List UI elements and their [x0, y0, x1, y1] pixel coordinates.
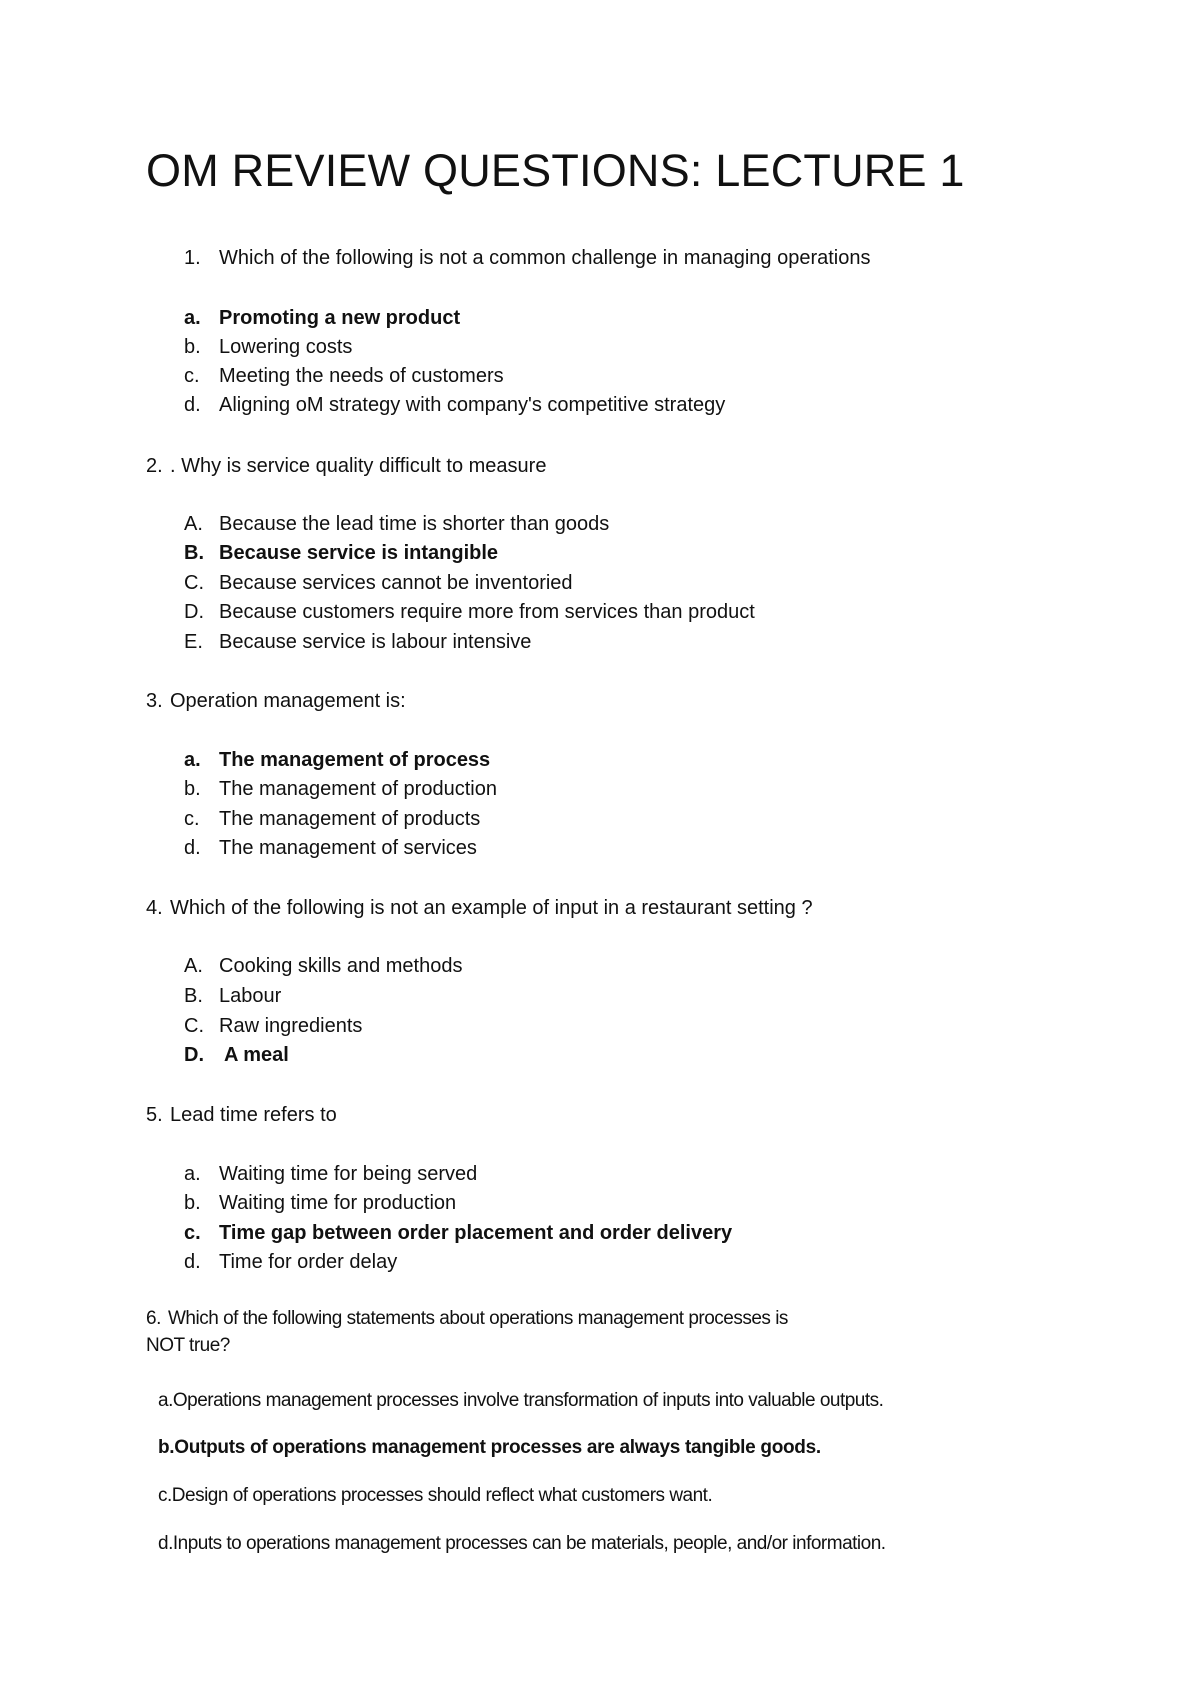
option-6c: c.Design of operations processes should reflect what customers want.: [158, 1485, 713, 1506]
question-text: Which of the following is not a common challenge in managing operations: [219, 247, 871, 269]
question-number: 6.: [146, 1308, 161, 1329]
option-6a: a.Operations management processes involve transformation of inputs into valuable outputs.: [158, 1390, 884, 1411]
question-text: Lead time refers to: [170, 1104, 337, 1126]
question-number: 1.: [184, 247, 201, 269]
option-6d: d.Inputs to operations management processes can be materials, people, and/or information.: [158, 1533, 886, 1554]
option-6b: b.Outputs of operations management processes are always tangible goods.: [158, 1437, 821, 1458]
question-text: . Why is service quality difficult to measure: [170, 455, 547, 477]
question-number: 4.: [146, 897, 163, 919]
page-title: OM REVIEW QUESTIONS: LECTURE 1: [146, 145, 965, 196]
question-number: 2.: [146, 455, 163, 477]
question-number: 5.: [146, 1104, 163, 1126]
question-text: Operation management is:: [170, 690, 406, 712]
question-6-line2: [146, 1334, 230, 1358]
question-number: 3.: [146, 690, 163, 712]
question-text: Which of the following is not an example of input in a restaurant setting ?: [170, 897, 813, 919]
question-text-line1: Which of the following statements about operations management processes is: [168, 1308, 788, 1329]
question-text-line2: NOT true?: [146, 1335, 230, 1356]
document-page: OM REVIEW QUESTIONS: LECTURE 1 1. Which of the following is not a common challenge in managing operations a. Promoting a new product b. Lowering costs c. Meeting the needs of customers d. Aligning oM strategy with company's competitive strategy 2. . Why is service quality difficult to measure A. Because the lead time is shorter than goods B. Because service is intangible C. Because services cannot be inventoried D. Because customers require more from services than product E. Because service is labour intensive 3. Operation management is: a. The management of process b. The management of production c. The management of products d. The management of services 4. Which of the following is not an example of input in a restaurant setting ? A. Cooking skills and methods B. Labour C. Raw ingredients D. A meal 5. Lead time refers to a. Waiting time for being served b. Waiting time for production c. Time gap between order placement and order delivery d. Time for order delay 6. Which of the following statements about operations management processes is NOT true? a.Operations management processes involve transformation of inputs into valuable outputs. b.Outputs of operations management processes are always tangible goods. c.Design of operations processes should reflect what customers want. d.Inputs to operations management processes can be materials, people, and/or information.: [146, 145, 965, 1554]
